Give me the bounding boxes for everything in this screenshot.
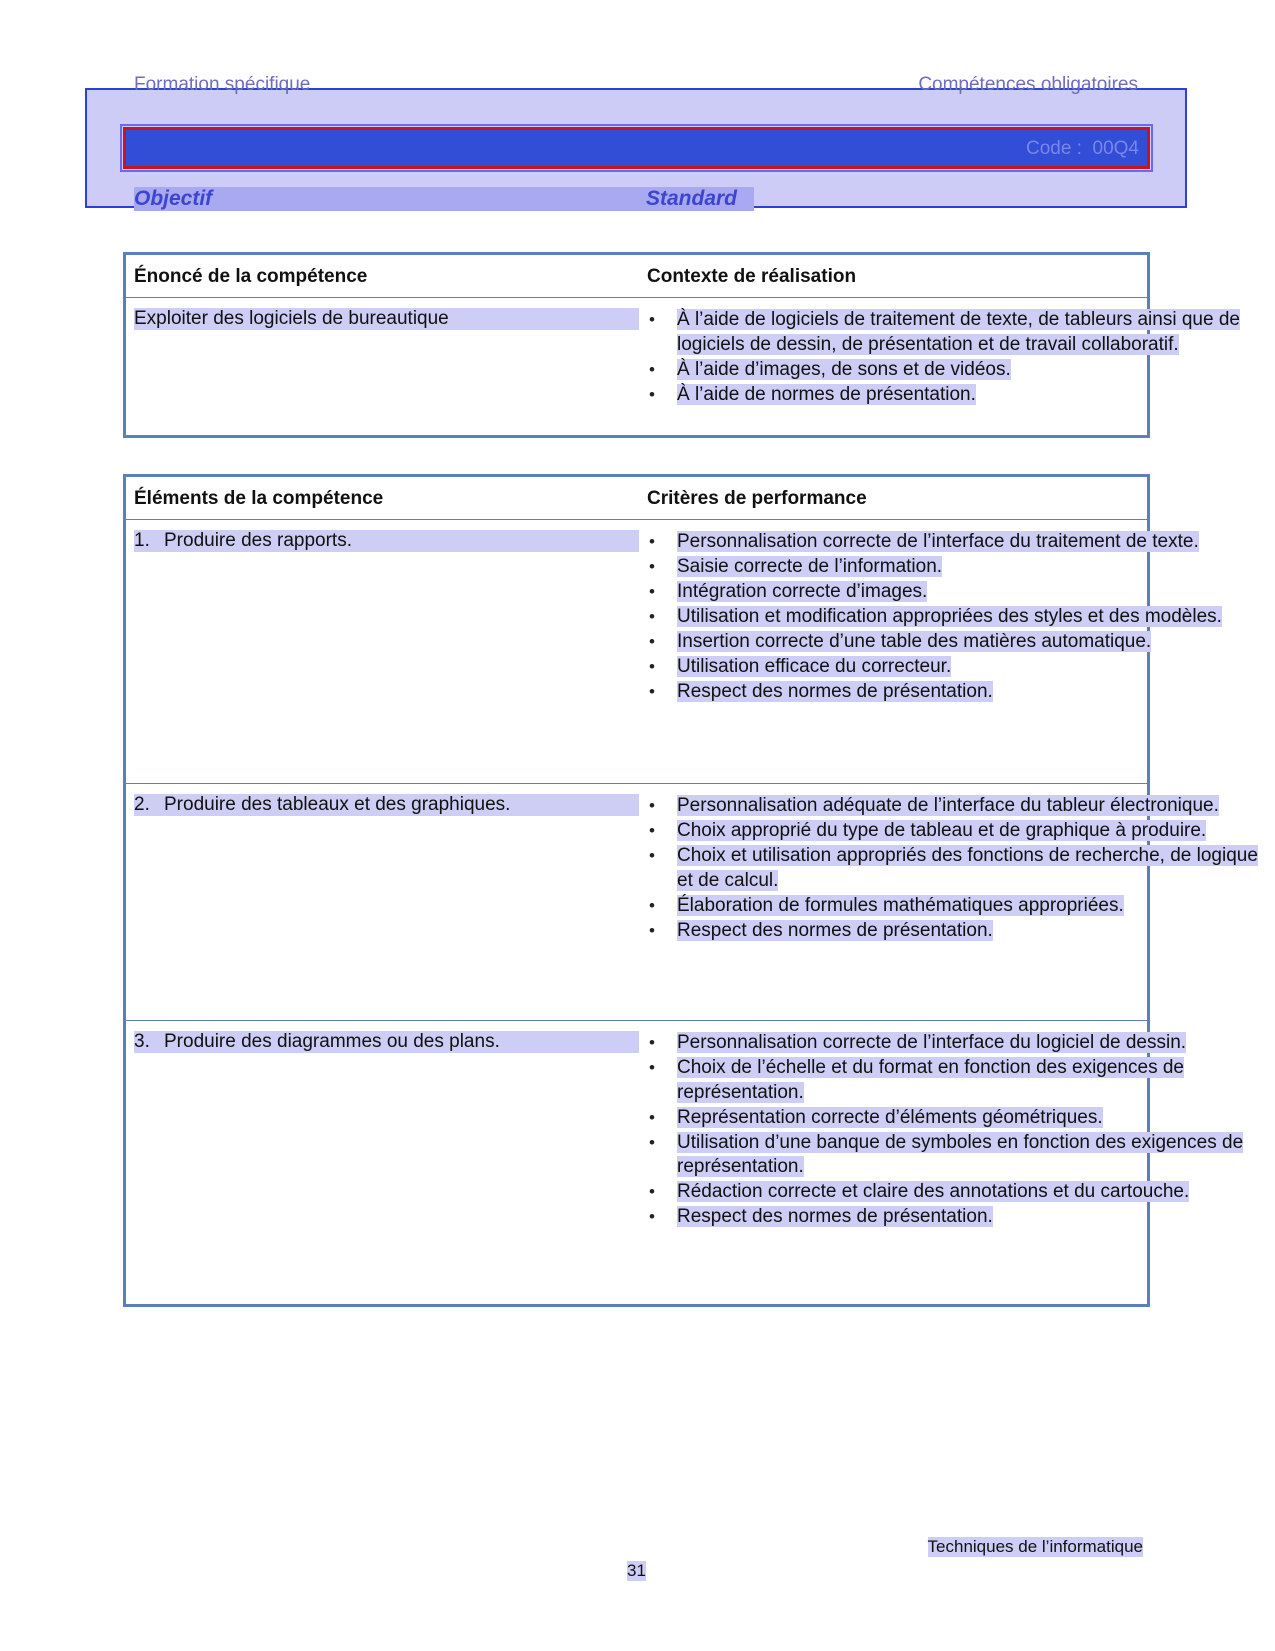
element-number: 3. <box>134 1031 150 1052</box>
context-item: • À l’aide d’images, de sons et de vidéos. <box>647 358 1267 383</box>
criterion-item: • Utilisation et modification appropriées des styles et des modèles. <box>647 605 1267 630</box>
page-number: 31 <box>627 1561 646 1580</box>
competence-table <box>123 252 1240 438</box>
element-text: Produire des diagrammes ou des plans. <box>164 1031 500 1052</box>
criterion-item: • Intégration correcte d’images. <box>647 580 1267 605</box>
criterion-item: • Choix approprié du type de tableau et de graphique à produire. <box>647 819 1267 844</box>
code-bar <box>123 127 1150 169</box>
elements-table-header <box>126 477 1147 520</box>
criteria-cell <box>647 1031 1267 1230</box>
criterion-item: • Insertion correcte d’une table des matières automatique. <box>647 630 1267 655</box>
header-competence-type: Compétences obligatoires <box>918 74 1138 95</box>
competence-statement: Exploiter des logiciels de bureautique <box>134 308 639 330</box>
criterion-item: • Respect des normes de présentation. <box>647 919 1267 944</box>
element-label <box>134 530 639 552</box>
element-text: Produire des rapports. <box>164 530 352 551</box>
context-item: • À l’aide de logiciels de traitement de texte, de tableurs ainsi que de logiciels de dessin, de présentation et de travail collaboratif. <box>647 308 1267 357</box>
criterion-item: • Utilisation d’une banque de symboles en fonction des exigences de représentation. <box>647 1131 1267 1180</box>
elements-table <box>123 474 1258 1307</box>
competence-table-header <box>126 255 1147 298</box>
competence-row <box>126 298 1240 436</box>
criteria-column-header: Critères de performance <box>647 488 867 509</box>
criteria-list <box>647 794 1267 943</box>
element-row <box>126 520 1222 784</box>
criteria-cell <box>647 794 1267 944</box>
criterion-item: • Utilisation efficace du correcteur. <box>647 655 1267 680</box>
context-list <box>647 308 1267 407</box>
header-program-type: Formation spécifique <box>134 74 311 95</box>
elements-column-header: Éléments de la compétence <box>134 488 384 509</box>
element-number: 2. <box>134 794 150 815</box>
criteria-list <box>647 1031 1267 1230</box>
criterion-item: • Respect des normes de présentation. <box>647 680 1267 705</box>
competence-code: Code : 00Q4 <box>1025 138 1139 159</box>
criterion-item: • Rédaction correcte et claire des annotations et du cartouche. <box>647 1180 1267 1205</box>
element-label <box>134 1031 639 1053</box>
footer-program-name: Techniques de l’informatique <box>927 1537 1143 1556</box>
criterion-item: • Choix de l’échelle et du format en fonction des exigences de représentation. <box>647 1056 1267 1105</box>
element-row <box>126 1021 1244 1303</box>
criterion-item: • Respect des normes de présentation. <box>647 1205 1267 1230</box>
criterion-item: • Choix et utilisation appropriés des fonctions de recherche, de logique et de calcul. <box>647 844 1267 893</box>
objectif-heading: Objectif <box>134 187 646 211</box>
criterion-item: • Personnalisation correcte de l’interface du logiciel de dessin. <box>647 1031 1267 1056</box>
criteria-cell <box>647 530 1267 705</box>
element-number: 1. <box>134 530 150 551</box>
context-list-cell <box>647 308 1267 408</box>
criterion-item: • Personnalisation correcte de l’interface du traitement de texte. <box>647 530 1267 555</box>
criterion-item: • Saisie correcte de l’information. <box>647 555 1267 580</box>
element-label <box>134 794 639 816</box>
context-item: • À l’aide de normes de présentation. <box>647 383 1267 408</box>
element-row <box>126 784 1258 1021</box>
criterion-item: • Élaboration de formules mathématiques appropriées. <box>647 894 1267 919</box>
statement-column-header: Énoncé de la compétence <box>134 266 368 287</box>
criterion-item: • Représentation correcte d’éléments géométriques. <box>647 1106 1267 1131</box>
criterion-item: • Personnalisation adéquate de l’interface du tableur électronique. <box>647 794 1267 819</box>
criteria-list <box>647 530 1267 705</box>
context-column-header: Contexte de réalisation <box>647 266 857 287</box>
element-text: Produire des tableaux et des graphiques. <box>164 794 511 815</box>
standard-heading: Standard <box>646 187 754 211</box>
